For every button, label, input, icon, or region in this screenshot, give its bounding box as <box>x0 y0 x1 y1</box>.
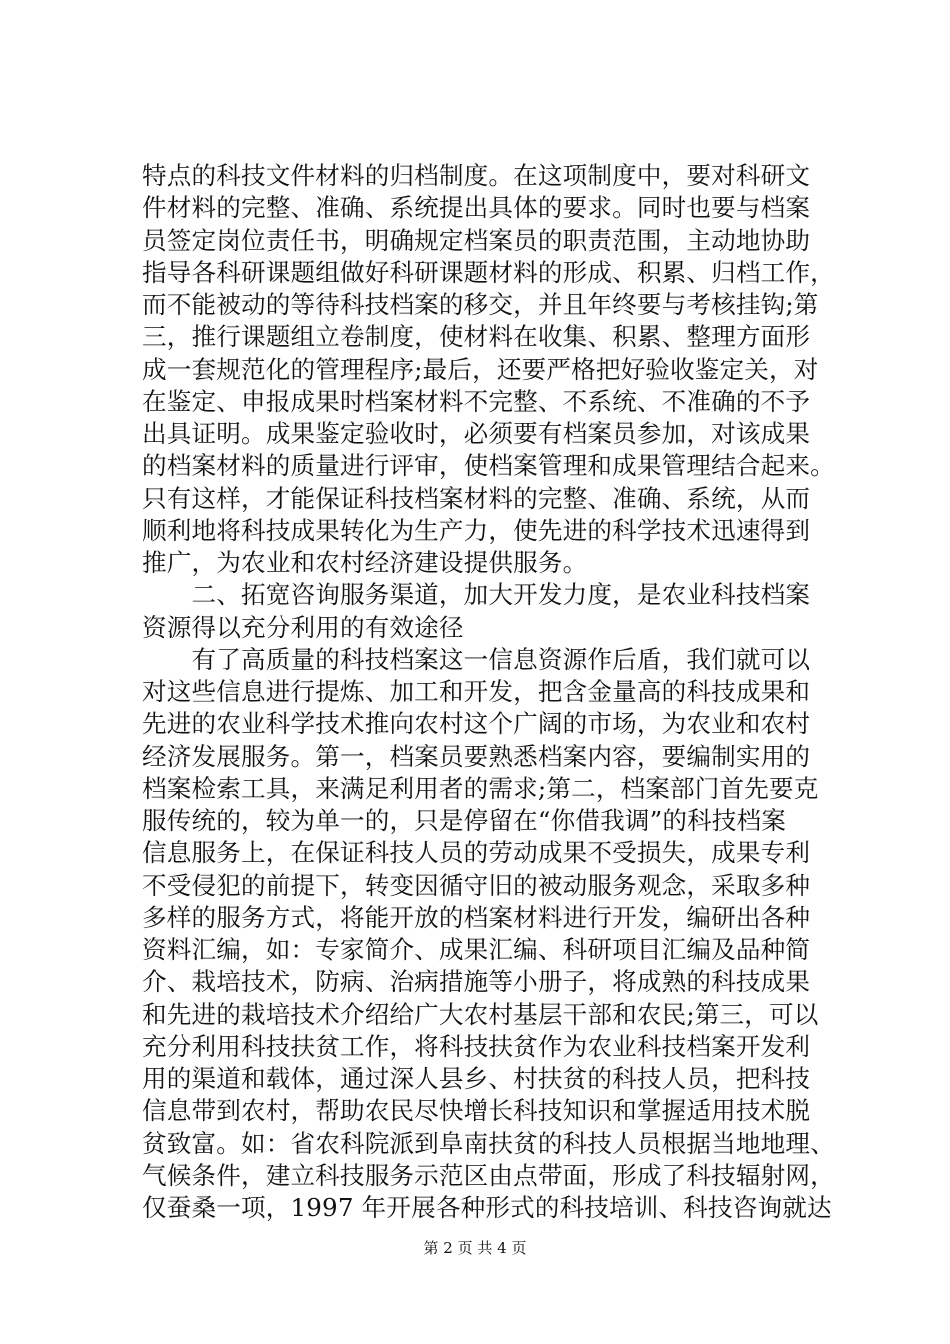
text-line: 资源得以充分利用的有效途径 <box>142 612 464 642</box>
text-line: 指导各科研课题组做好科研课题材料的形成、积累、归档工作， <box>142 257 835 287</box>
text-line: 不受侵犯的前提下，转变因循守旧的被动服务观念，采取多种 <box>142 870 811 900</box>
text-line: 用的渠道和载体，通过深人县乡、村扶贫的科技人员，把科技 <box>142 1064 811 1093</box>
page-footer: 第 2 页 共 4 页 <box>423 1239 527 1257</box>
text-line: 资料汇编，如：专家简介、成果汇编、科研项目汇编及品种简 <box>142 935 811 964</box>
text-line: 先进的农业科学技术推向农村这个广阔的市场，为农业和农村 <box>142 709 811 739</box>
text-line: 档案检索工具，来满足利用者的需求;第二，档案部门首先要克 <box>142 773 819 803</box>
text-line: 出具证明。成果鉴定验收时，必须要有档案员参加，对该成果 <box>142 419 811 448</box>
body-text <box>142 160 842 1224</box>
text-line: 经济发展服务。第一，档案员要熟悉档案内容，要编制实用的 <box>142 741 811 771</box>
text-line: 和先进的栽培技术介绍给广大农村基层干部和农民;第三，可以 <box>142 999 819 1029</box>
text-line: 多样的服务方式，将能开放的档案材料进行开发，编研出各种 <box>142 902 811 932</box>
text-line: 成一套规范化的管理程序;最后，还要严格把好验收鉴定关，对 <box>142 354 819 384</box>
text-line: 贫致富。如：省农科院派到阜南扶贫的科技人员根据当地地理、 <box>142 1128 835 1158</box>
text-line: 对这些信息进行提炼、加工和开发，把含金量高的科技成果和 <box>142 677 811 706</box>
text-line: 有了高质量的科技档案这一信息资源作后盾，我们就可以 <box>142 644 811 674</box>
text-line: 件材料的完整、准确、系统提出具体的要求。同时也要与档案 <box>142 193 811 223</box>
text-line: 气候条件，建立科技服务示范区由点带面，形成了科技辐射网， <box>142 1160 835 1190</box>
text-line: 充分利用科技扶贫工作，将科技扶贫作为农业科技档案开发利 <box>142 1031 811 1061</box>
text-line: 员签定岗位责任书，明确规定档案员的职责范围，主动地协助 <box>142 225 811 255</box>
text-line: 介、栽培技术，防病、治病措施等小册子，将成熟的科技成果 <box>142 967 811 997</box>
text-line: 的档案材料的质量进行评审，使档案管理和成果管理结合起来。 <box>142 451 835 481</box>
text-line: 信息服务上，在保证科技人员的劳动成果不受损失，成果专利 <box>142 838 811 868</box>
text-line: 顺利地将科技成果转化为生产力，使先进的科学技术迅速得到 <box>142 515 811 545</box>
text-line: 而不能被动的等待科技档案的移交，并且年终要与考核挂钩;第 <box>142 290 819 319</box>
text-line: 仅蚕桑一项，1997 年开展各种形式的科技培训、科技咨询就达 <box>142 1193 832 1222</box>
text-line: 三，推行课题组立卷制度，使材料在收集、积累、整理方面形 <box>142 322 811 352</box>
text-line: 服传统的，较为单一的，只是停留在“你借我调”的科技档案 <box>142 806 787 835</box>
text-line: 信息带到农村，帮助农民尽快增长科技知识和掌握适用技术脱 <box>142 1096 811 1126</box>
text-line: 推广，为农业和农村经济建设提供服务。 <box>142 548 588 577</box>
text-line: 在鉴定、申报成果时档案材料不完整、不系统、不准确的不予 <box>142 386 811 416</box>
text-line: 特点的科技文件材料的归档制度。在这项制度中，要对科研文 <box>142 161 811 190</box>
text-line: 只有这样，才能保证科技档案材料的完整、准确、系统，从而 <box>142 483 811 513</box>
text-line: 二、拓宽咨询服务渠道，加大开发力度，是农业科技档案 <box>142 580 811 610</box>
